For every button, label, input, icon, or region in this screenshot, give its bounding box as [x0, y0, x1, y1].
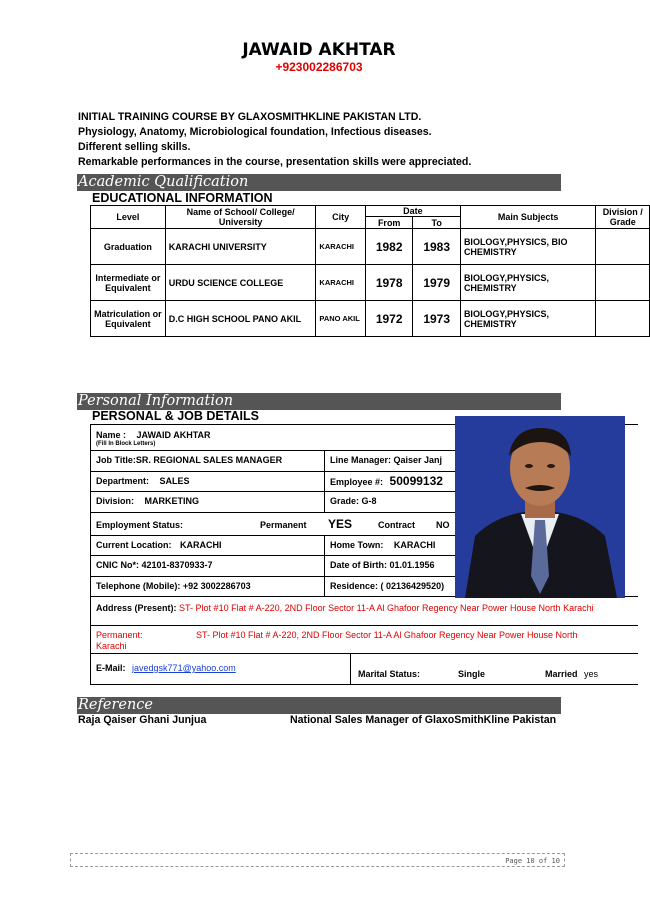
row-city: KARACHI	[316, 265, 366, 301]
page-footer	[70, 853, 565, 867]
row-subjects: BIOLOGY,PHYSICS, BIO CHEMISTRY	[460, 229, 595, 265]
header-school: Name of School/ College/ University	[165, 206, 316, 229]
hometown-label: Home Town:	[330, 540, 384, 550]
intro-line: Different selling skills.	[78, 141, 191, 153]
permanent-value: YES	[328, 517, 353, 531]
line-manager: Line Manager: Qaiser Janj	[330, 455, 443, 465]
name-label: Name :	[96, 430, 127, 440]
row-level: Matriculation or Equivalent	[91, 301, 166, 337]
candidate-phone	[0, 60, 638, 74]
row-subjects: BIOLOGY,PHYSICS, CHEMISTRY	[460, 301, 595, 337]
division-label: Division:	[96, 496, 135, 506]
employee-number-field	[330, 474, 443, 488]
header-city: City	[316, 206, 366, 229]
home-town-field	[330, 540, 435, 550]
name-field	[96, 430, 211, 440]
row-division	[596, 229, 650, 265]
reference-role: National Sales Manager of GlaxoSmithKline Pakistan	[290, 714, 557, 726]
current-location-field	[96, 540, 222, 550]
row-school: KARACHI UNIVERSITY	[165, 229, 316, 265]
personal-section-title: Personal Information	[77, 393, 561, 410]
row-level: Graduation	[91, 229, 166, 265]
reference-section-title: Reference	[77, 697, 561, 714]
row-level: Intermediate or Equivalent	[91, 265, 166, 301]
row-school: URDU SCIENCE COLLEGE	[165, 265, 316, 301]
header-subjects: Main Subjects	[460, 206, 595, 229]
row-to: 1973	[413, 301, 461, 337]
training-summary	[78, 110, 471, 170]
row-division	[596, 301, 650, 337]
name-note: (Fill In Block Letters)	[96, 441, 156, 447]
email-link[interactable]: javedgsk771@yahoo.com	[132, 663, 236, 673]
row-city: KARACHI	[316, 229, 366, 265]
table-row	[91, 229, 650, 265]
page-number: Page 10 of 10	[505, 857, 560, 865]
contract-label: Contract	[378, 520, 416, 530]
employment-status-label: Employment Status:	[96, 520, 184, 530]
department-value: SALES	[159, 476, 190, 486]
job-title: Job Title:SR. REGIONAL SALES MANAGER	[96, 455, 283, 465]
location-value: KARACHI	[180, 540, 222, 550]
reference-name: Raja Qaiser Ghani Junjua	[78, 714, 207, 726]
row-from: 1978	[365, 265, 413, 301]
row-subjects: BIOLOGY,PHYSICS, CHEMISTRY	[460, 265, 595, 301]
table-row	[91, 301, 650, 337]
row-division	[596, 265, 650, 301]
department-field	[96, 476, 190, 486]
phone-text: +923002286703	[275, 60, 363, 74]
row-city: PANO AKIL	[316, 301, 366, 337]
educational-info-heading: EDUCATIONAL INFORMATION	[92, 191, 273, 205]
address-present	[96, 603, 594, 613]
table-row	[91, 265, 650, 301]
grade: Grade: G-8	[330, 496, 377, 506]
email-field	[96, 663, 236, 673]
row-school: D.C HIGH SCHOOL PANO AKIL	[165, 301, 316, 337]
employee-value: 50099132	[389, 474, 443, 488]
name-value: JAWAID AKHTAR	[136, 430, 211, 440]
date-of-birth: Date of Birth: 01.01.1956	[330, 560, 435, 570]
permanent-address-value: ST- Plot #10 Flat # A-220, 2ND Floor Sector 11-A Al Ghafoor Regency Near Power House North	[196, 630, 578, 640]
academic-section-title: Academic Qualification	[77, 174, 561, 191]
intro-line: Remarkable performances in the course, presentation skills were appreciated.	[78, 156, 472, 168]
row-from: 1972	[365, 301, 413, 337]
personal-details-heading: PERSONAL & JOB DETAILS	[92, 409, 259, 423]
division-field	[96, 496, 199, 506]
department-label: Department:	[96, 476, 150, 486]
contract-value: NO	[436, 520, 450, 530]
header-division: Division / Grade	[596, 206, 650, 229]
permanent-address-city: Karachi	[96, 641, 127, 651]
education-table	[90, 205, 650, 337]
permanent-label: Permanent	[260, 520, 307, 530]
row-from: 1982	[365, 229, 413, 265]
row-to: 1979	[413, 265, 461, 301]
residence-phone: Residence: ( 02136429520)	[330, 581, 445, 591]
married-label: Married	[545, 669, 578, 679]
intro-line: Physiology, Anatomy, Microbiological foundation, Infectious diseases.	[78, 126, 432, 138]
marital-status-label: Marital Status:	[358, 669, 421, 679]
address-label: Address (Present):	[96, 603, 177, 613]
profile-photo	[455, 416, 625, 598]
hometown-value: KARACHI	[393, 540, 436, 550]
permanent-address-label: Permanent:	[96, 630, 143, 640]
single-option: Single	[458, 669, 486, 679]
header-date: Date	[365, 206, 460, 217]
married-value: yes	[584, 669, 599, 679]
address-value: ST- Plot #10 Flat # A-220, 2ND Floor Sector 11-A Al Ghafoor Regency Near Power House North Karachi	[179, 603, 594, 613]
portrait-illustration	[455, 416, 625, 598]
location-label: Current Location:	[96, 540, 172, 550]
candidate-name: JAWAID AKHTAR	[242, 40, 396, 60]
header-from: From	[365, 217, 413, 229]
division-value: MARKETING	[144, 496, 200, 506]
email-label: E-Mail:	[96, 663, 126, 673]
row-to: 1983	[413, 229, 461, 265]
header-to: To	[413, 217, 461, 229]
cnic: CNIC No*: 42101-8370933-7	[96, 560, 213, 570]
intro-line: INITIAL TRAINING COURSE BY GLAXOSMITHKLINE PAKISTAN LTD.	[78, 111, 422, 123]
married-field	[545, 669, 598, 679]
telephone: Telephone (Mobile): +92 3002286703	[96, 581, 251, 591]
header-level: Level	[91, 206, 166, 229]
employee-label: Employee #:	[330, 477, 384, 487]
